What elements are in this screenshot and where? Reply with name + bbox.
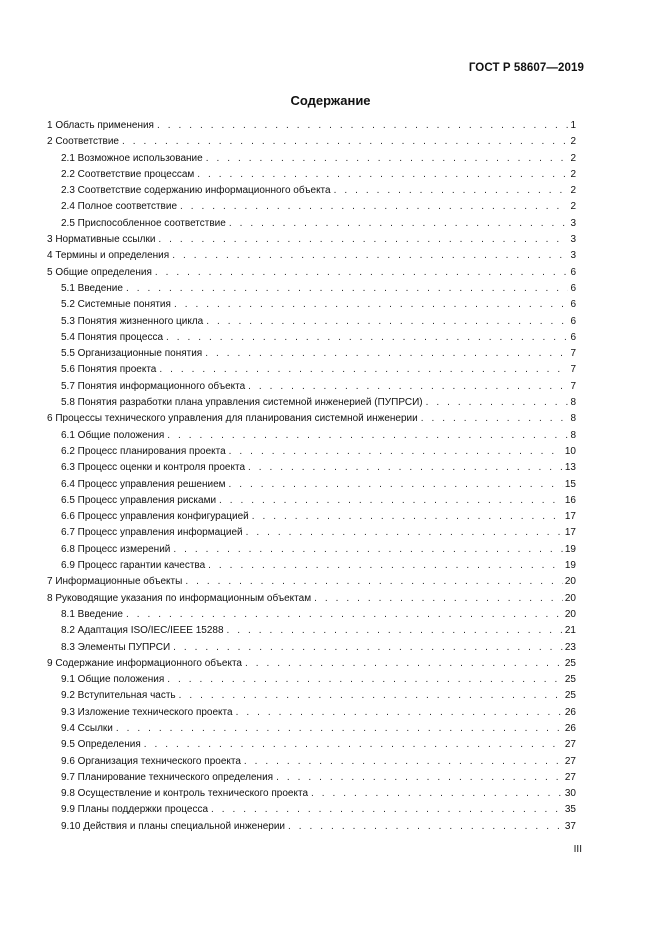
toc-entry[interactable]: [47, 199, 576, 215]
toc-entry-title: 6.8 Процесс измерений: [61, 543, 171, 555]
toc-entry-title: 9.1 Общие положения: [61, 674, 165, 686]
toc-entry-page: 3: [570, 250, 576, 262]
toc-entry[interactable]: [47, 151, 576, 167]
toc-entry-title: 6.7 Процесс управления информацией: [61, 527, 243, 539]
toc-entry-page: 6: [570, 331, 576, 343]
toc-dot-leader: [288, 819, 563, 835]
toc-dot-leader: [311, 786, 563, 802]
toc-entry[interactable]: [47, 460, 576, 476]
toc-dot-leader: [246, 525, 563, 541]
toc-dot-leader: [179, 688, 563, 704]
toc-entry-title: 9.7 Планирование технического определения: [61, 771, 274, 783]
toc-entry[interactable]: [47, 395, 576, 411]
toc-entry[interactable]: [47, 118, 576, 134]
toc-entry[interactable]: [47, 509, 576, 525]
table-of-contents: [47, 118, 576, 835]
toc-title: Содержание: [290, 93, 371, 108]
toc-dot-leader: [236, 705, 563, 721]
toc-entry-title: 5.6 Понятия проекта: [61, 364, 157, 376]
toc-dot-leader: [211, 802, 563, 818]
toc-entry-title: 9.3 Изложение технического проекта: [61, 706, 233, 718]
toc-entry[interactable]: [47, 411, 576, 427]
toc-entry-page: 23: [564, 641, 576, 653]
toc-dot-leader: [219, 493, 563, 509]
toc-dot-leader: [276, 770, 563, 786]
toc-entry-title: 9.5 Определения: [61, 739, 141, 751]
toc-entry[interactable]: [47, 705, 576, 721]
toc-dot-leader: [421, 411, 569, 427]
toc-entry-page: 8: [570, 413, 576, 425]
toc-entry-page: 10: [564, 445, 576, 457]
toc-entry-title: 5.4 Понятия процесса: [61, 331, 164, 343]
toc-entry-title: 5.1 Введение: [61, 282, 123, 294]
toc-entry-title: 6.6 Процесс управления конфигурацией: [61, 511, 249, 523]
toc-entry[interactable]: [47, 737, 576, 753]
toc-entry-title: 9.10 Действия и планы специальной инженерии: [61, 820, 286, 832]
toc-entry[interactable]: [47, 525, 576, 541]
toc-entry-title: 5.3 Понятия жизненного цикла: [61, 315, 204, 327]
toc-entry-title: 2.5 Приспособленное соответствие: [61, 217, 226, 229]
toc-dot-leader: [180, 199, 568, 215]
toc-entry[interactable]: [47, 623, 576, 639]
toc-entry-title: 8.1 Введение: [61, 608, 123, 620]
toc-entry[interactable]: [47, 477, 576, 493]
toc-dot-leader: [248, 460, 563, 476]
toc-entry[interactable]: [47, 656, 576, 672]
toc-dot-leader: [244, 754, 563, 770]
toc-dot-leader: [122, 134, 568, 150]
toc-entry[interactable]: [47, 232, 576, 248]
toc-entry[interactable]: [47, 281, 576, 297]
toc-entry[interactable]: [47, 640, 576, 656]
toc-entry[interactable]: [47, 786, 576, 802]
toc-entry-page: 2: [570, 168, 576, 180]
toc-entry-title: 6.9 Процесс гарантии качества: [61, 560, 206, 572]
toc-entry-page: 7: [570, 380, 576, 392]
toc-entry-page: 8: [570, 397, 576, 409]
toc-entry-title: 9.6 Организация технического проекта: [61, 755, 241, 767]
toc-dot-leader: [167, 428, 568, 444]
toc-entry[interactable]: [47, 183, 576, 199]
toc-entry[interactable]: [47, 802, 576, 818]
toc-dot-leader: [206, 314, 568, 330]
toc-entry[interactable]: [47, 754, 576, 770]
toc-entry-page: 35: [564, 804, 576, 816]
toc-entry-page: 3: [570, 234, 576, 246]
toc-entry-title: 2.2 Соответствие процессам: [61, 168, 195, 180]
toc-entry-page: 37: [564, 820, 576, 832]
toc-dot-leader: [144, 737, 563, 753]
toc-entry-title: 9.9 Планы поддержки процесса: [61, 804, 209, 816]
toc-entry-title: 9.2 Вступительная часть: [61, 690, 176, 702]
toc-entry-page: 30: [564, 788, 576, 800]
toc-entry[interactable]: [47, 607, 576, 623]
page-number: III: [573, 844, 582, 855]
toc-entry[interactable]: [47, 216, 576, 232]
toc-entry[interactable]: [47, 542, 576, 558]
toc-entry-page: 20: [564, 608, 576, 620]
toc-entry-title: 5.8 Понятия разработки плана управления системной инженерией (ПУПРСИ): [61, 397, 423, 409]
toc-dot-leader: [173, 640, 563, 656]
toc-entry[interactable]: [47, 672, 576, 688]
toc-dot-leader: [166, 330, 568, 346]
toc-entry-page: 25: [564, 690, 576, 702]
toc-dot-leader: [167, 672, 563, 688]
toc-entry[interactable]: [47, 428, 576, 444]
toc-entry[interactable]: [47, 444, 576, 460]
toc-entry-title: 8.3 Элементы ПУПРСИ: [61, 641, 171, 653]
toc-entry[interactable]: [47, 574, 576, 590]
toc-entry-page: 20: [564, 576, 576, 588]
toc-entry-title: 5.2 Системные понятия: [61, 299, 171, 311]
toc-dot-leader: [155, 265, 569, 281]
toc-entry-page: 19: [564, 543, 576, 555]
toc-entry-page: 17: [564, 511, 576, 523]
toc-entry-page: 25: [564, 674, 576, 686]
toc-dot-leader: [126, 281, 568, 297]
toc-entry-page: 27: [564, 771, 576, 783]
toc-dot-leader: [334, 183, 569, 199]
toc-dot-leader: [205, 346, 568, 362]
toc-entry-page: 6: [570, 315, 576, 327]
toc-entry-title: 5.7 Понятия информационного объекта: [61, 380, 246, 392]
toc-entry[interactable]: [47, 362, 576, 378]
toc-entry-title: 4 Термины и определения: [47, 250, 170, 262]
toc-entry-page: 20: [564, 592, 576, 604]
toc-entry-title: 8.2 Адаптация ISO/IEC/IEEE 15288: [61, 625, 224, 637]
toc-entry-page: 3: [570, 217, 576, 229]
toc-entry-page: 19: [564, 560, 576, 572]
toc-entry[interactable]: [47, 134, 576, 150]
toc-entry[interactable]: [47, 558, 576, 574]
toc-entry-page: 7: [570, 348, 576, 360]
toc-entry-page: 2: [570, 136, 576, 148]
toc-entry[interactable]: [47, 265, 576, 281]
toc-dot-leader: [173, 542, 563, 558]
toc-entry-title: 2.1 Возможное использование: [61, 152, 203, 164]
toc-entry[interactable]: [47, 379, 576, 395]
toc-dot-leader: [185, 574, 563, 590]
toc-dot-leader: [206, 151, 569, 167]
toc-entry[interactable]: [47, 770, 576, 786]
toc-entry-title: 2 Соответствие: [47, 136, 119, 148]
toc-entry[interactable]: [47, 591, 576, 607]
toc-entry-title: 7 Информационные объекты: [47, 576, 183, 588]
toc-entry-title: 9 Содержание информационного объекта: [47, 657, 242, 669]
toc-entry[interactable]: [47, 346, 576, 362]
toc-entry-page: 6: [570, 282, 576, 294]
toc-entry-page: 6: [570, 299, 576, 311]
toc-entry-title: 5.5 Организационные понятия: [61, 348, 203, 360]
toc-dot-leader: [227, 623, 563, 639]
toc-entry-page: 25: [564, 657, 576, 669]
toc-dot-leader: [229, 477, 563, 493]
toc-dot-leader: [158, 232, 568, 248]
toc-entry-title: 6.1 Общие положения: [61, 429, 165, 441]
toc-entry-page: 17: [564, 527, 576, 539]
toc-dot-leader: [116, 721, 563, 737]
toc-entry-title: 6.2 Процесс планирования проекта: [61, 445, 226, 457]
toc-dot-leader: [252, 509, 563, 525]
toc-dot-leader: [174, 297, 569, 313]
toc-entry[interactable]: [47, 819, 576, 835]
toc-entry-page: 8: [570, 429, 576, 441]
toc-entry-title: 2.4 Полное соответствие: [61, 201, 178, 213]
toc-entry-page: 13: [564, 462, 576, 474]
toc-entry[interactable]: [47, 721, 576, 737]
toc-dot-leader: [314, 591, 563, 607]
toc-entry-title: 3 Нормативные ссылки: [47, 234, 156, 246]
toc-entry[interactable]: [47, 297, 576, 313]
toc-entry-page: 2: [570, 201, 576, 213]
toc-dot-leader: [197, 167, 568, 183]
toc-entry-title: 9.4 Ссылки: [61, 722, 113, 734]
toc-dot-leader: [248, 379, 568, 395]
toc-entry-title: 8 Руководящие указания по информационным объектам: [47, 592, 312, 604]
toc-entry-title: 1 Область применения: [47, 120, 154, 131]
toc-entry[interactable]: [47, 167, 576, 183]
toc-entry-page: 26: [564, 722, 576, 734]
toc-dot-leader: [229, 216, 569, 232]
toc-entry-page: 27: [564, 755, 576, 767]
toc-dot-leader: [229, 444, 563, 460]
toc-entry-title: 2.3 Соответствие содержанию информационного объекта: [61, 185, 331, 197]
toc-entry-page: 2: [570, 152, 576, 164]
toc-entry[interactable]: [47, 314, 576, 330]
toc-dot-leader: [159, 362, 568, 378]
toc-entry-title: 6 Процессы технического управления для планирования системной инженерии: [47, 413, 418, 425]
toc-entry-page: 16: [564, 494, 576, 506]
toc-dot-leader: [208, 558, 563, 574]
toc-dot-leader: [157, 118, 568, 134]
toc-entry-page: 26: [564, 706, 576, 718]
toc-entry-title: 6.5 Процесс управления рисками: [61, 494, 217, 506]
toc-dot-leader: [426, 395, 569, 411]
toc-entry-title: 9.8 Осуществление и контроль технического проекта: [61, 788, 309, 800]
toc-entry-title: 5 Общие определения: [47, 266, 152, 278]
document-code: ГОСТ Р 58607—2019: [468, 62, 584, 74]
toc-entry-title: 6.4 Процесс управления решением: [61, 478, 226, 490]
toc-entry-page: 2: [570, 185, 576, 197]
toc-entry[interactable]: [47, 688, 576, 704]
toc-entry-page: 27: [564, 739, 576, 751]
toc-entry[interactable]: [47, 493, 576, 509]
toc-entry-page: 15: [564, 478, 576, 490]
toc-entry[interactable]: [47, 248, 576, 264]
toc-entry-page: 1: [570, 120, 576, 131]
toc-dot-leader: [172, 248, 568, 264]
toc-entry-title: 6.3 Процесс оценки и контроля проекта: [61, 462, 246, 474]
toc-entry-page: 21: [564, 625, 576, 637]
toc-entry-page: 7: [570, 364, 576, 376]
toc-dot-leader: [245, 656, 563, 672]
toc-dot-leader: [126, 607, 563, 623]
toc-entry-page: 6: [570, 266, 576, 278]
toc-entry[interactable]: [47, 330, 576, 346]
